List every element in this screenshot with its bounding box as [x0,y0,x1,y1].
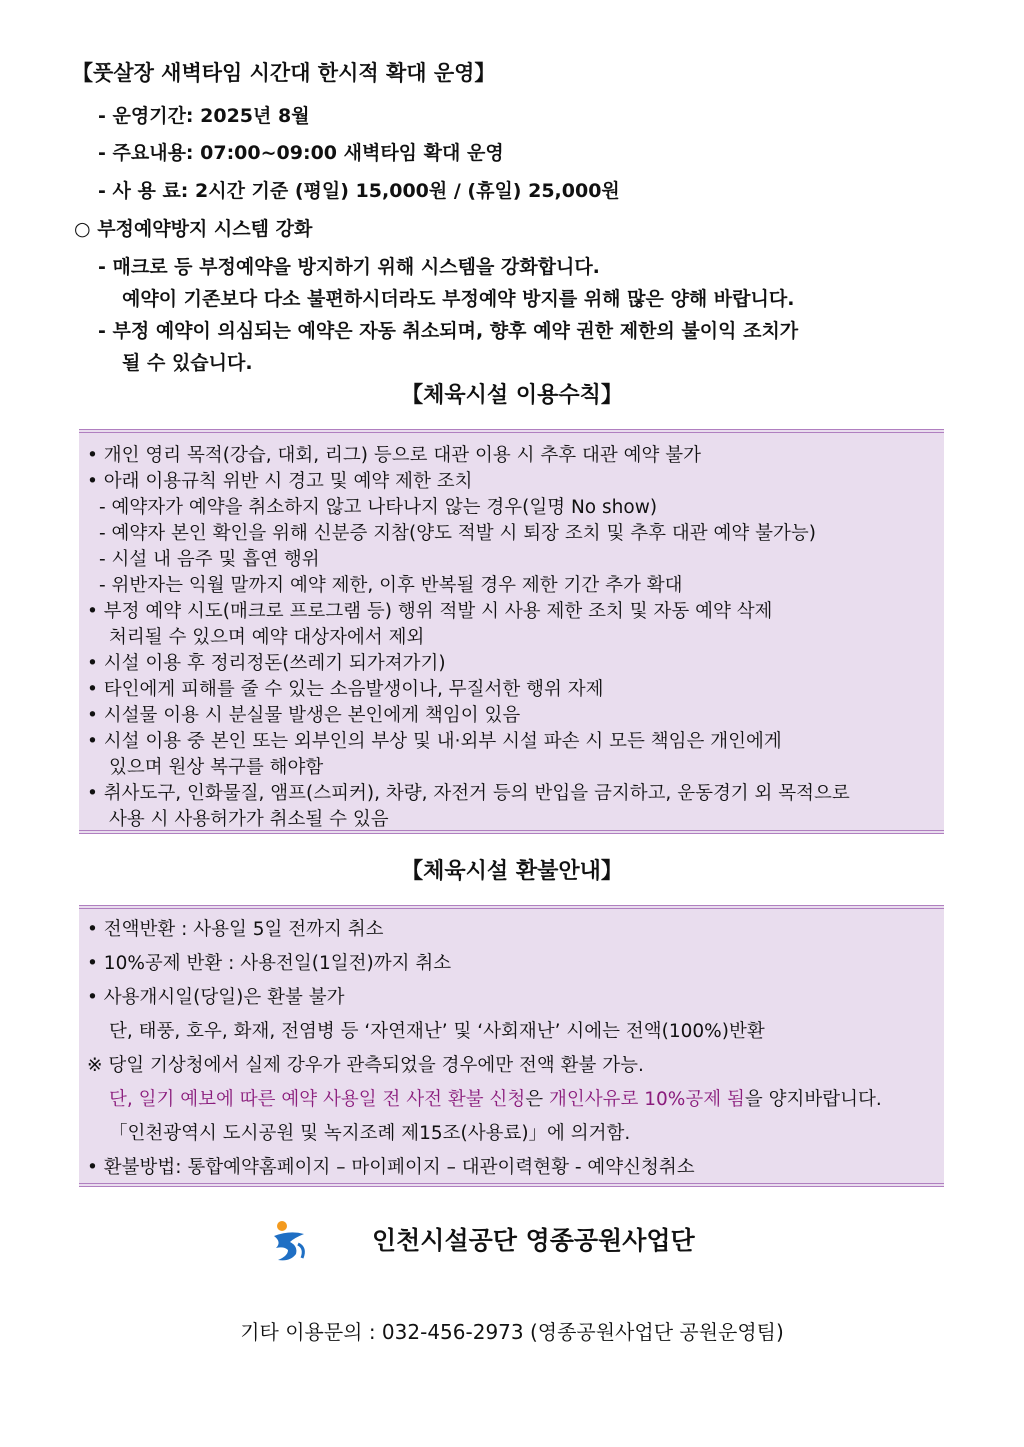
refund-notice-line-2 [109,1088,882,1112]
notice-item-content: - 주요내용: 07:00~09:00 새벽타임 확대 운영 [98,142,504,164]
anti-fraud-line: 될 수 있습니다. [122,352,253,374]
rules-line: • 시설 이용 중 본인 또는 외부인의 부상 및 내·외부 시설 파손 시 모든 책임은 개인에게 [87,731,782,752]
organization-logo-icon [268,1218,312,1264]
refund-notice-part: 은 [525,1089,549,1110]
rules-line: - 위반자는 익월 말까지 예약 제한, 이후 반복될 경우 제한 기간 추가 확대 [99,575,683,596]
refund-line: • 사용개시일(당일)은 환불 불가 [87,987,345,1008]
rules-line: • 개인 영리 목적(강습, 대회, 리그) 등으로 대관 이용 시 추후 대관 예약 불가 [87,445,701,466]
rules-line: - 예약자 본인 확인을 위해 신분증 지참(양도 적발 시 퇴장 조치 및 추후 대관 예약 불가능) [99,523,816,544]
notice-item-period: - 운영기간: 2025년 8월 [98,105,310,127]
refund-line: • 전액반환 : 사용일 5일 전까지 취소 [87,919,384,940]
anti-fraud-heading: ○ 부정예약방지 시스템 강화 [74,218,313,240]
anti-fraud-line: 예약이 기존보다 다소 불편하시더라도 부정예약 방지를 위해 많은 양해 바랍니다. [122,288,795,310]
refund-title: 【체육시설 환불안내】 [401,859,623,884]
refund-line: 「인천광역시 도시공원 및 녹지조례 제15조(사용료)」에 의거함. [109,1123,631,1144]
notice-item-fee: - 사 용 료: 2시간 기준 (평일) 15,000원 / (휴일) 25,000원 [98,180,620,202]
refund-line: 단, 태풍, 호우, 화재, 전염병 등 ‘자연재난’ 및 ‘사회재난’ 시에는 전액(100%)반환 [109,1021,765,1042]
refund-notice-part: 개인사유로 10%공제 됨 [549,1089,745,1110]
anti-fraud-line: - 매크로 등 부정예약을 방지하기 위해 시스템을 강화합니다. [98,256,600,278]
refund-notice-line: ※ 당일 기상청에서 실제 강우가 관측되었을 경우에만 전액 환불 가능. [87,1055,644,1076]
rules-line: • 시설 이용 후 정리정돈(쓰레기 되가져가기) [87,653,446,674]
rules-line: 있으며 원상 복구를 해야함 [109,757,324,778]
refund-method-line: • 환불방법: 통합예약홈페이지 – 마이페이지 – 대관이력현황 - 예약신청취소 [87,1157,695,1178]
rules-line: • 부정 예약 시도(매크로 프로그램 등) 행위 적발 시 사용 제한 조치 및 자동 예약 삭제 [87,601,773,622]
refund-notice-part: 을 양지바랍니다. [744,1089,882,1110]
rules-line: • 아래 이용규칙 위반 시 경고 및 예약 제한 조치 [87,471,473,492]
rules-box [79,429,944,834]
rules-line: • 시설물 이용 시 분실물 발생은 본인에게 책임이 있음 [87,705,521,726]
rules-title: 【체육시설 이용수칙】 [401,383,623,408]
rules-line: - 예약자가 예약을 취소하지 않고 나타나지 않는 경우(일명 No show) [99,497,658,518]
rules-line: • 타인에게 피해를 줄 수 있는 소음발생이나, 무질서한 행위 자제 [87,679,604,700]
refund-notice-part: 단, 일기 예보에 따른 예약 사용일 전 사전 환불 신청 [109,1089,526,1110]
refund-box [79,905,944,1187]
notice-title: 【풋살장 새벽타임 시간대 한시적 확대 운영】 [72,61,496,85]
anti-fraud-line: - 부정 예약이 의심되는 예약은 자동 취소되며, 향후 예약 권한 제한의 불이익 조치가 [98,320,799,342]
refund-line: • 10%공제 반환 : 사용전일(1일전)까지 취소 [87,953,452,974]
organization-name: 인천시설공단 영종공원사업단 [372,1226,695,1255]
rules-line: • 취사도구, 인화물질, 앰프(스피커), 차량, 자전거 등의 반입을 금지하고, 운동경기 외 목적으로 [87,783,850,804]
contact-info: 기타 이용문의 : 032-456-2973 (영종공원사업단 공원운영팀) [240,1320,784,1344]
rules-line: - 시설 내 음주 및 흡연 행위 [99,549,320,570]
rules-line: 처리될 수 있으며 예약 대상자에서 제외 [109,627,425,648]
rules-line: 사용 시 사용허가가 취소될 수 있음 [109,809,389,830]
